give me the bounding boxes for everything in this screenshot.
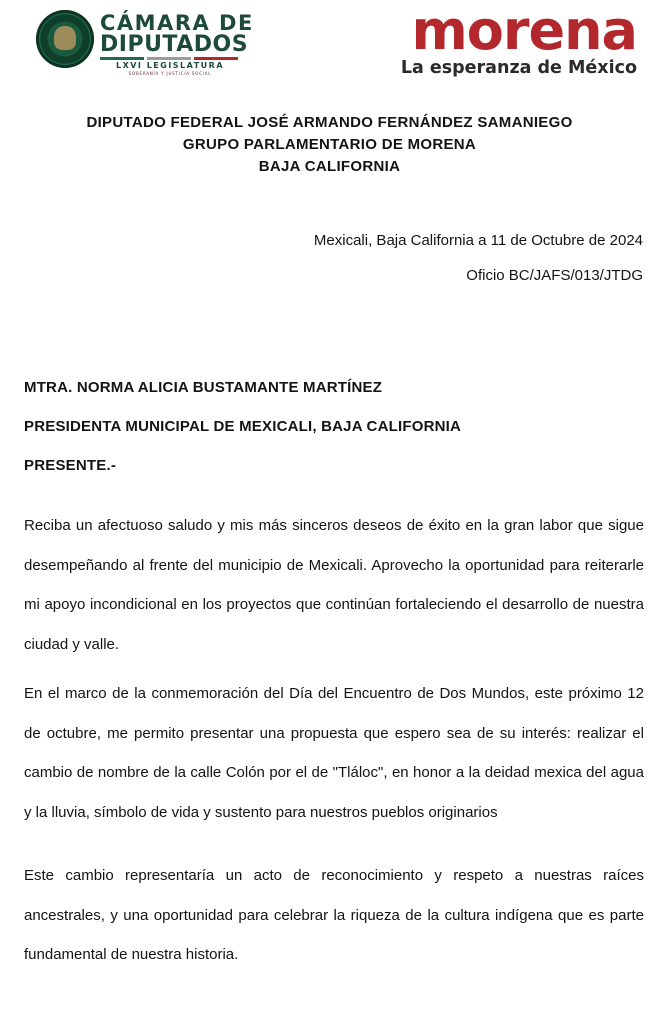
sender-state: BAJA CALIFORNIA	[258, 158, 401, 175]
camara-tagline: SOBERANÍA Y JUSTICIA SOCIAL	[128, 71, 212, 76]
tricolor-bar-gray	[147, 57, 191, 60]
morena-wordmark: morena	[411, 0, 637, 62]
tricolor-bar-green	[100, 57, 144, 60]
camara-logo-text	[100, 11, 254, 76]
addressee-block	[24, 378, 461, 495]
morena-logo	[387, 0, 637, 78]
body-paragraph-3: Este cambio representaría un acto de reconocimiento y respeto a nuestras raíces ancestrales, y una oportunidad para celebrar la riqueza de la cultura indígena que es parte fundamental de nuestra historia.	[24, 867, 644, 963]
addressee-position: PRESIDENTA MUNICIPAL DE MEXICALI, BAJA CALIFORNIA	[24, 418, 462, 435]
body-paragraph-1: Reciba un afectuoso saludo y mis más sinceros deseos de éxito en la gran labor que sigue desempeñando al frente del municipio de Mexicali. Aprovecho la oportunidad para reiterarle mi apoyo incondicional en los proyectos que continúan fortaleciendo el desarrollo de nuestra ciudad y valle.	[24, 517, 644, 653]
parliamentary-group: GRUPO PARLAMENTARIO DE MORENA	[182, 136, 477, 153]
camara-logo-line2: DIPUTADOS	[100, 32, 249, 57]
tricolor-bars	[100, 57, 250, 60]
camara-de-diputados-logo	[34, 8, 254, 76]
sender-title-block	[0, 112, 659, 178]
salutation: PRESENTE.-	[24, 457, 117, 474]
camara-logo-line1: CÁMARA DE	[100, 11, 254, 35]
dateline: Mexicali, Baja California a 11 de Octubre de 2024	[313, 232, 643, 249]
national-seal-icon	[36, 10, 94, 68]
oficio-number: Oficio BC/JAFS/013/JTDG	[466, 267, 643, 284]
morena-slogan: La esperanza de México	[400, 58, 637, 78]
body-paragraph-2: En el marco de la conmemoración del Día del Encuentro de Dos Mundos, este próximo 12 de octubre, me permito presentar una propuesta que espero sea de su interés: realizar el cambio de nombre de la calle Colón por el de "Tláloc", en honor a la deidad mexica del agua y la lluvia, símbolo de vida y sustento para nuestros pueblos originarios	[24, 685, 644, 821]
addressee-name: MTRA. NORMA ALICIA BUSTAMANTE MARTÍNEZ	[24, 379, 383, 396]
sender-name: DIPUTADO FEDERAL JOSÉ ARMANDO FERNÁNDEZ SAMANIEGO	[86, 114, 573, 131]
legislatura-label: LXVI LEGISLATURA	[115, 61, 225, 70]
tricolor-bar-red	[194, 57, 238, 60]
letterhead	[0, 0, 659, 90]
